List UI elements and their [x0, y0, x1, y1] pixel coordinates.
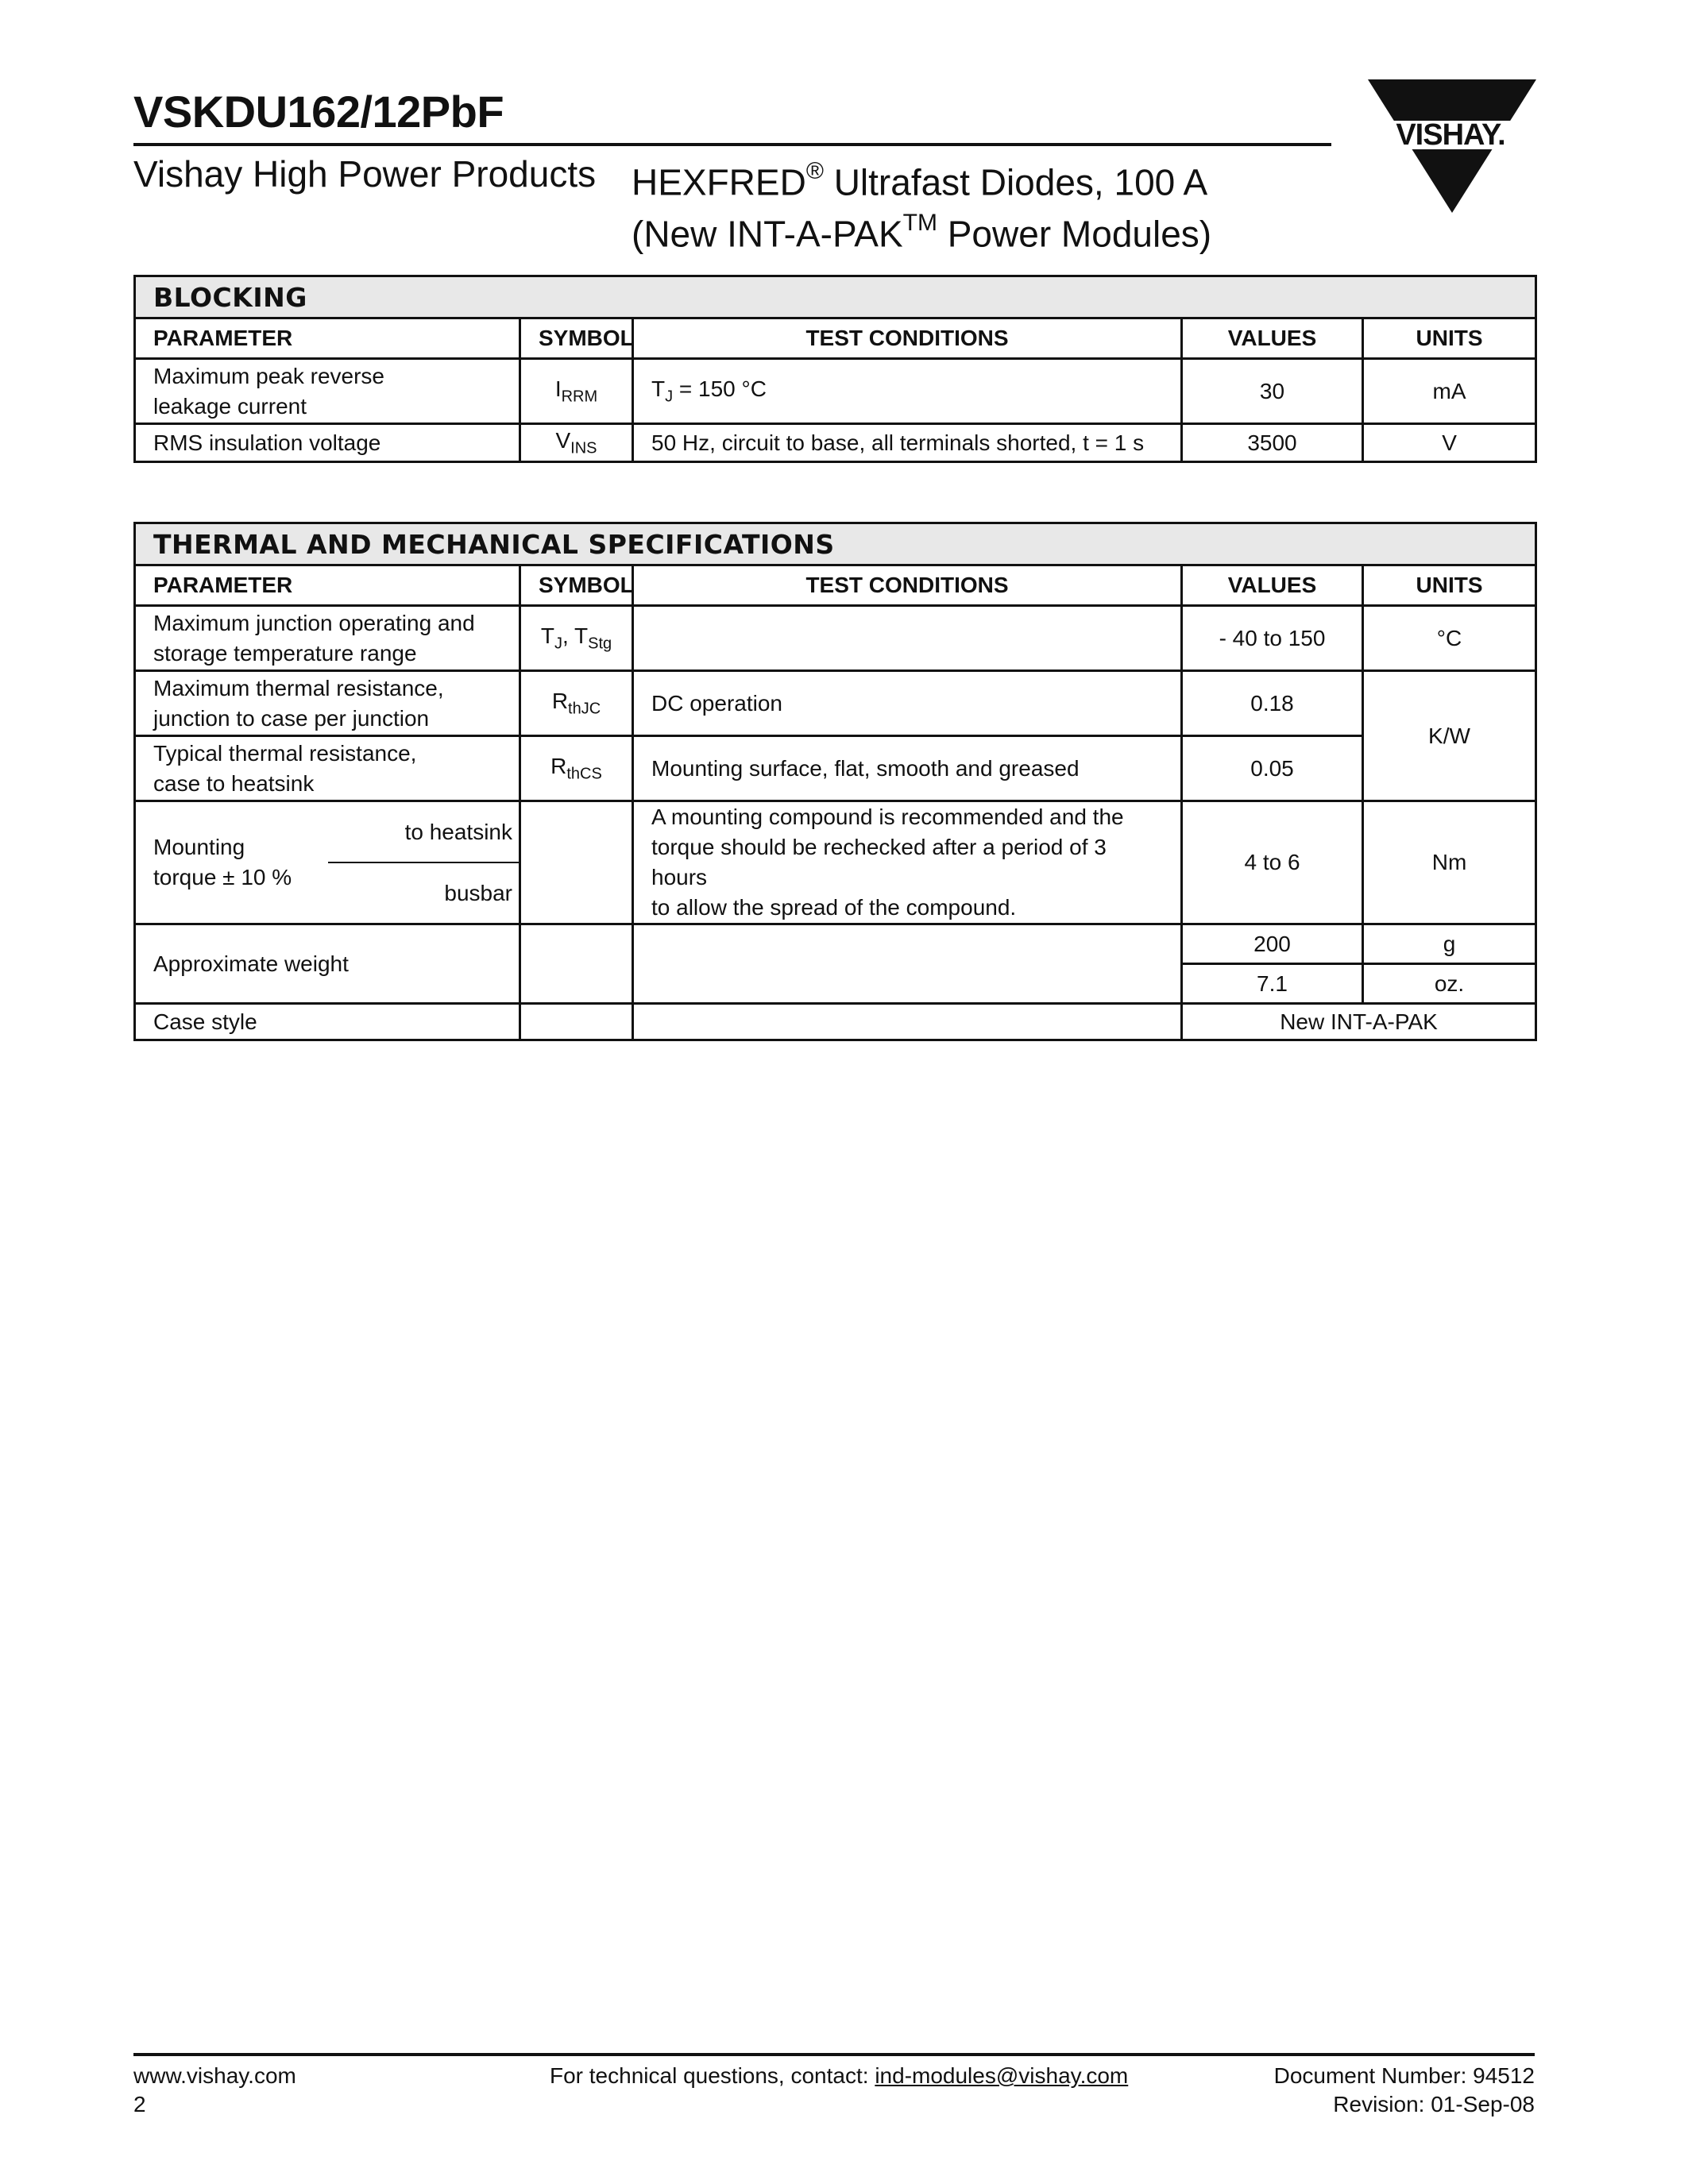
parameter-line: junction to case per junction	[153, 705, 430, 731]
symbol-subscript: Stg	[588, 635, 612, 653]
value-cell: 4 to 6	[1182, 801, 1363, 924]
symbol-main: V	[555, 427, 571, 453]
table-row	[135, 736, 1536, 801]
parameter-line: torque ± 10 %	[153, 865, 292, 889]
conditions-cell	[633, 1004, 1182, 1040]
condition-main: T	[651, 376, 666, 401]
blocking-table	[133, 275, 1537, 463]
parameter-line: case to heatsink	[153, 770, 315, 796]
footer-page-number: 2	[133, 2092, 146, 2116]
product-title-line-2	[632, 204, 1212, 256]
value-cell: 0.05	[1182, 736, 1363, 801]
symbol-cell	[520, 606, 633, 671]
condition-line: to allow the spread of the compound.	[651, 895, 1017, 920]
col-parameter-header: PARAMETER	[135, 318, 520, 359]
col-values-header: VALUES	[1182, 565, 1363, 606]
table-row	[135, 1004, 1536, 1040]
value-cell: 7.1	[1182, 964, 1363, 1004]
unit-cell: oz.	[1363, 964, 1536, 1004]
mounting-torque-subrows	[328, 802, 519, 923]
footer-revision: Revision: 01-Sep-08	[1333, 2092, 1535, 2116]
col-symbol-header: SYMBOL	[520, 565, 633, 606]
brand-line: Vishay High Power Products	[133, 153, 597, 195]
table-row	[135, 924, 1536, 964]
parameter-line: storage temperature range	[153, 640, 417, 666]
symbol-main: T	[540, 623, 554, 648]
symbol-subscript: J	[554, 635, 562, 653]
symbol-cell	[520, 924, 633, 1004]
product-title	[632, 152, 1212, 257]
conditions-cell	[633, 924, 1182, 1004]
unit-cell: g	[1363, 924, 1536, 964]
parameter-cell: Case style	[135, 1004, 520, 1040]
condition-rest: = 150 °C	[673, 376, 767, 401]
symbol-cell	[520, 424, 633, 462]
symbol-main: I	[554, 376, 562, 401]
conditions-cell: DC operation	[633, 671, 1182, 736]
footer-contact-prefix: For technical questions, contact:	[550, 2063, 875, 2088]
trademark-mark: TM	[902, 210, 937, 237]
col-values-header: VALUES	[1182, 318, 1363, 359]
value-cell: - 40 to 150	[1182, 606, 1363, 671]
condition-line: torque should be rechecked after a period of 3 hours	[651, 835, 1107, 889]
footer-rule	[133, 2053, 1535, 2056]
value-cell: New INT-A-PAK	[1182, 1004, 1536, 1040]
col-parameter-header: PARAMETER	[135, 565, 520, 606]
symbol-cell	[520, 359, 633, 424]
col-units-header: UNITS	[1363, 565, 1536, 606]
thermal-mechanical-table	[133, 522, 1537, 1041]
registered-mark: ®	[805, 158, 824, 184]
conditions-cell: 50 Hz, circuit to base, all terminals shorted, t = 1 s	[633, 424, 1182, 462]
vishay-logo	[1368, 79, 1536, 213]
conditions-cell	[633, 801, 1182, 924]
symbol-subscript: INS	[570, 439, 597, 457]
unit-cell: K/W	[1363, 671, 1536, 801]
mounting-torque-label	[153, 802, 328, 923]
parameter-cell	[135, 801, 520, 924]
condition-line: A mounting compound is recommended and the	[651, 805, 1124, 829]
part-number-title: VSKDU162/12PbF	[133, 87, 504, 137]
unit-cell: Nm	[1363, 801, 1536, 924]
symbol-main: R	[550, 753, 567, 778]
product-title-line-1	[632, 152, 1208, 204]
symbol-separator: , T	[562, 623, 589, 648]
parameter-line: Mounting	[153, 835, 245, 859]
parameter-cell	[135, 606, 520, 671]
conditions-cell	[633, 606, 1182, 671]
unit-cell: °C	[1363, 606, 1536, 671]
conditions-cell	[633, 359, 1182, 424]
value-cell: 30	[1182, 359, 1363, 424]
header-rule	[133, 143, 1331, 146]
blocking-section-title: BLOCKING	[135, 276, 1536, 318]
footer-website-link[interactable]: www.vishay.com	[133, 2063, 296, 2088]
title-line1-prefix: HEXFRED	[632, 161, 806, 203]
unit-cell: mA	[1363, 359, 1536, 424]
footer-contact-email-link[interactable]: ind-modules@vishay.com	[875, 2063, 1129, 2088]
table-row	[135, 359, 1536, 424]
symbol-subscript: thJC	[568, 700, 601, 718]
condition-subscript: J	[665, 388, 674, 406]
table-row	[135, 671, 1536, 736]
value-cell: 3500	[1182, 424, 1363, 462]
parameter-cell: Approximate weight	[135, 924, 520, 1004]
parameter-cell	[135, 736, 520, 801]
footer-contact	[550, 2063, 1128, 2089]
parameter-cell: RMS insulation voltage	[135, 424, 520, 462]
parameter-line: leakage current	[153, 393, 307, 419]
symbol-cell	[520, 671, 633, 736]
symbol-cell	[520, 1004, 633, 1040]
symbol-subscript: thCS	[566, 765, 602, 783]
title-line1-suffix: Ultrafast Diodes, 100 A	[823, 161, 1208, 203]
footer-document-number: Document Number: 94512	[1273, 2063, 1535, 2088]
thermal-section-title: THERMAL AND MECHANICAL SPECIFICATIONS	[135, 523, 1536, 565]
table-row	[135, 606, 1536, 671]
symbol-cell	[520, 801, 633, 924]
unit-cell: V	[1363, 424, 1536, 462]
col-symbol-header: SYMBOL	[520, 318, 633, 359]
col-units-header: UNITS	[1363, 318, 1536, 359]
parameter-line: Maximum peak reverse	[153, 363, 384, 388]
col-test-conditions-header: TEST CONDITIONS	[633, 565, 1182, 606]
symbol-subscript: RRM	[561, 388, 598, 406]
col-test-conditions-header: TEST CONDITIONS	[633, 318, 1182, 359]
logo-text: VISHAY.	[1396, 118, 1505, 152]
conditions-cell: Mounting surface, flat, smooth and greased	[633, 736, 1182, 801]
title-line2-prefix: (New INT-A-PAK	[632, 213, 903, 255]
mounting-torque-wrap	[153, 802, 519, 923]
symbol-main: R	[551, 688, 569, 713]
title-line2-suffix: Power Modules)	[937, 213, 1212, 255]
parameter-line: Maximum thermal resistance,	[153, 675, 444, 700]
table-row	[135, 801, 1536, 924]
table-row	[135, 424, 1536, 462]
parameter-line: Typical thermal resistance,	[153, 740, 417, 766]
sub-parameter-heatsink: to heatsink	[328, 802, 519, 863]
parameter-cell	[135, 359, 520, 424]
symbol-cell	[520, 736, 633, 801]
parameter-cell	[135, 671, 520, 736]
sub-parameter-busbar: busbar	[444, 880, 512, 905]
parameter-line: Maximum junction operating and	[153, 610, 475, 635]
value-cell: 200	[1182, 924, 1363, 964]
value-cell: 0.18	[1182, 671, 1363, 736]
